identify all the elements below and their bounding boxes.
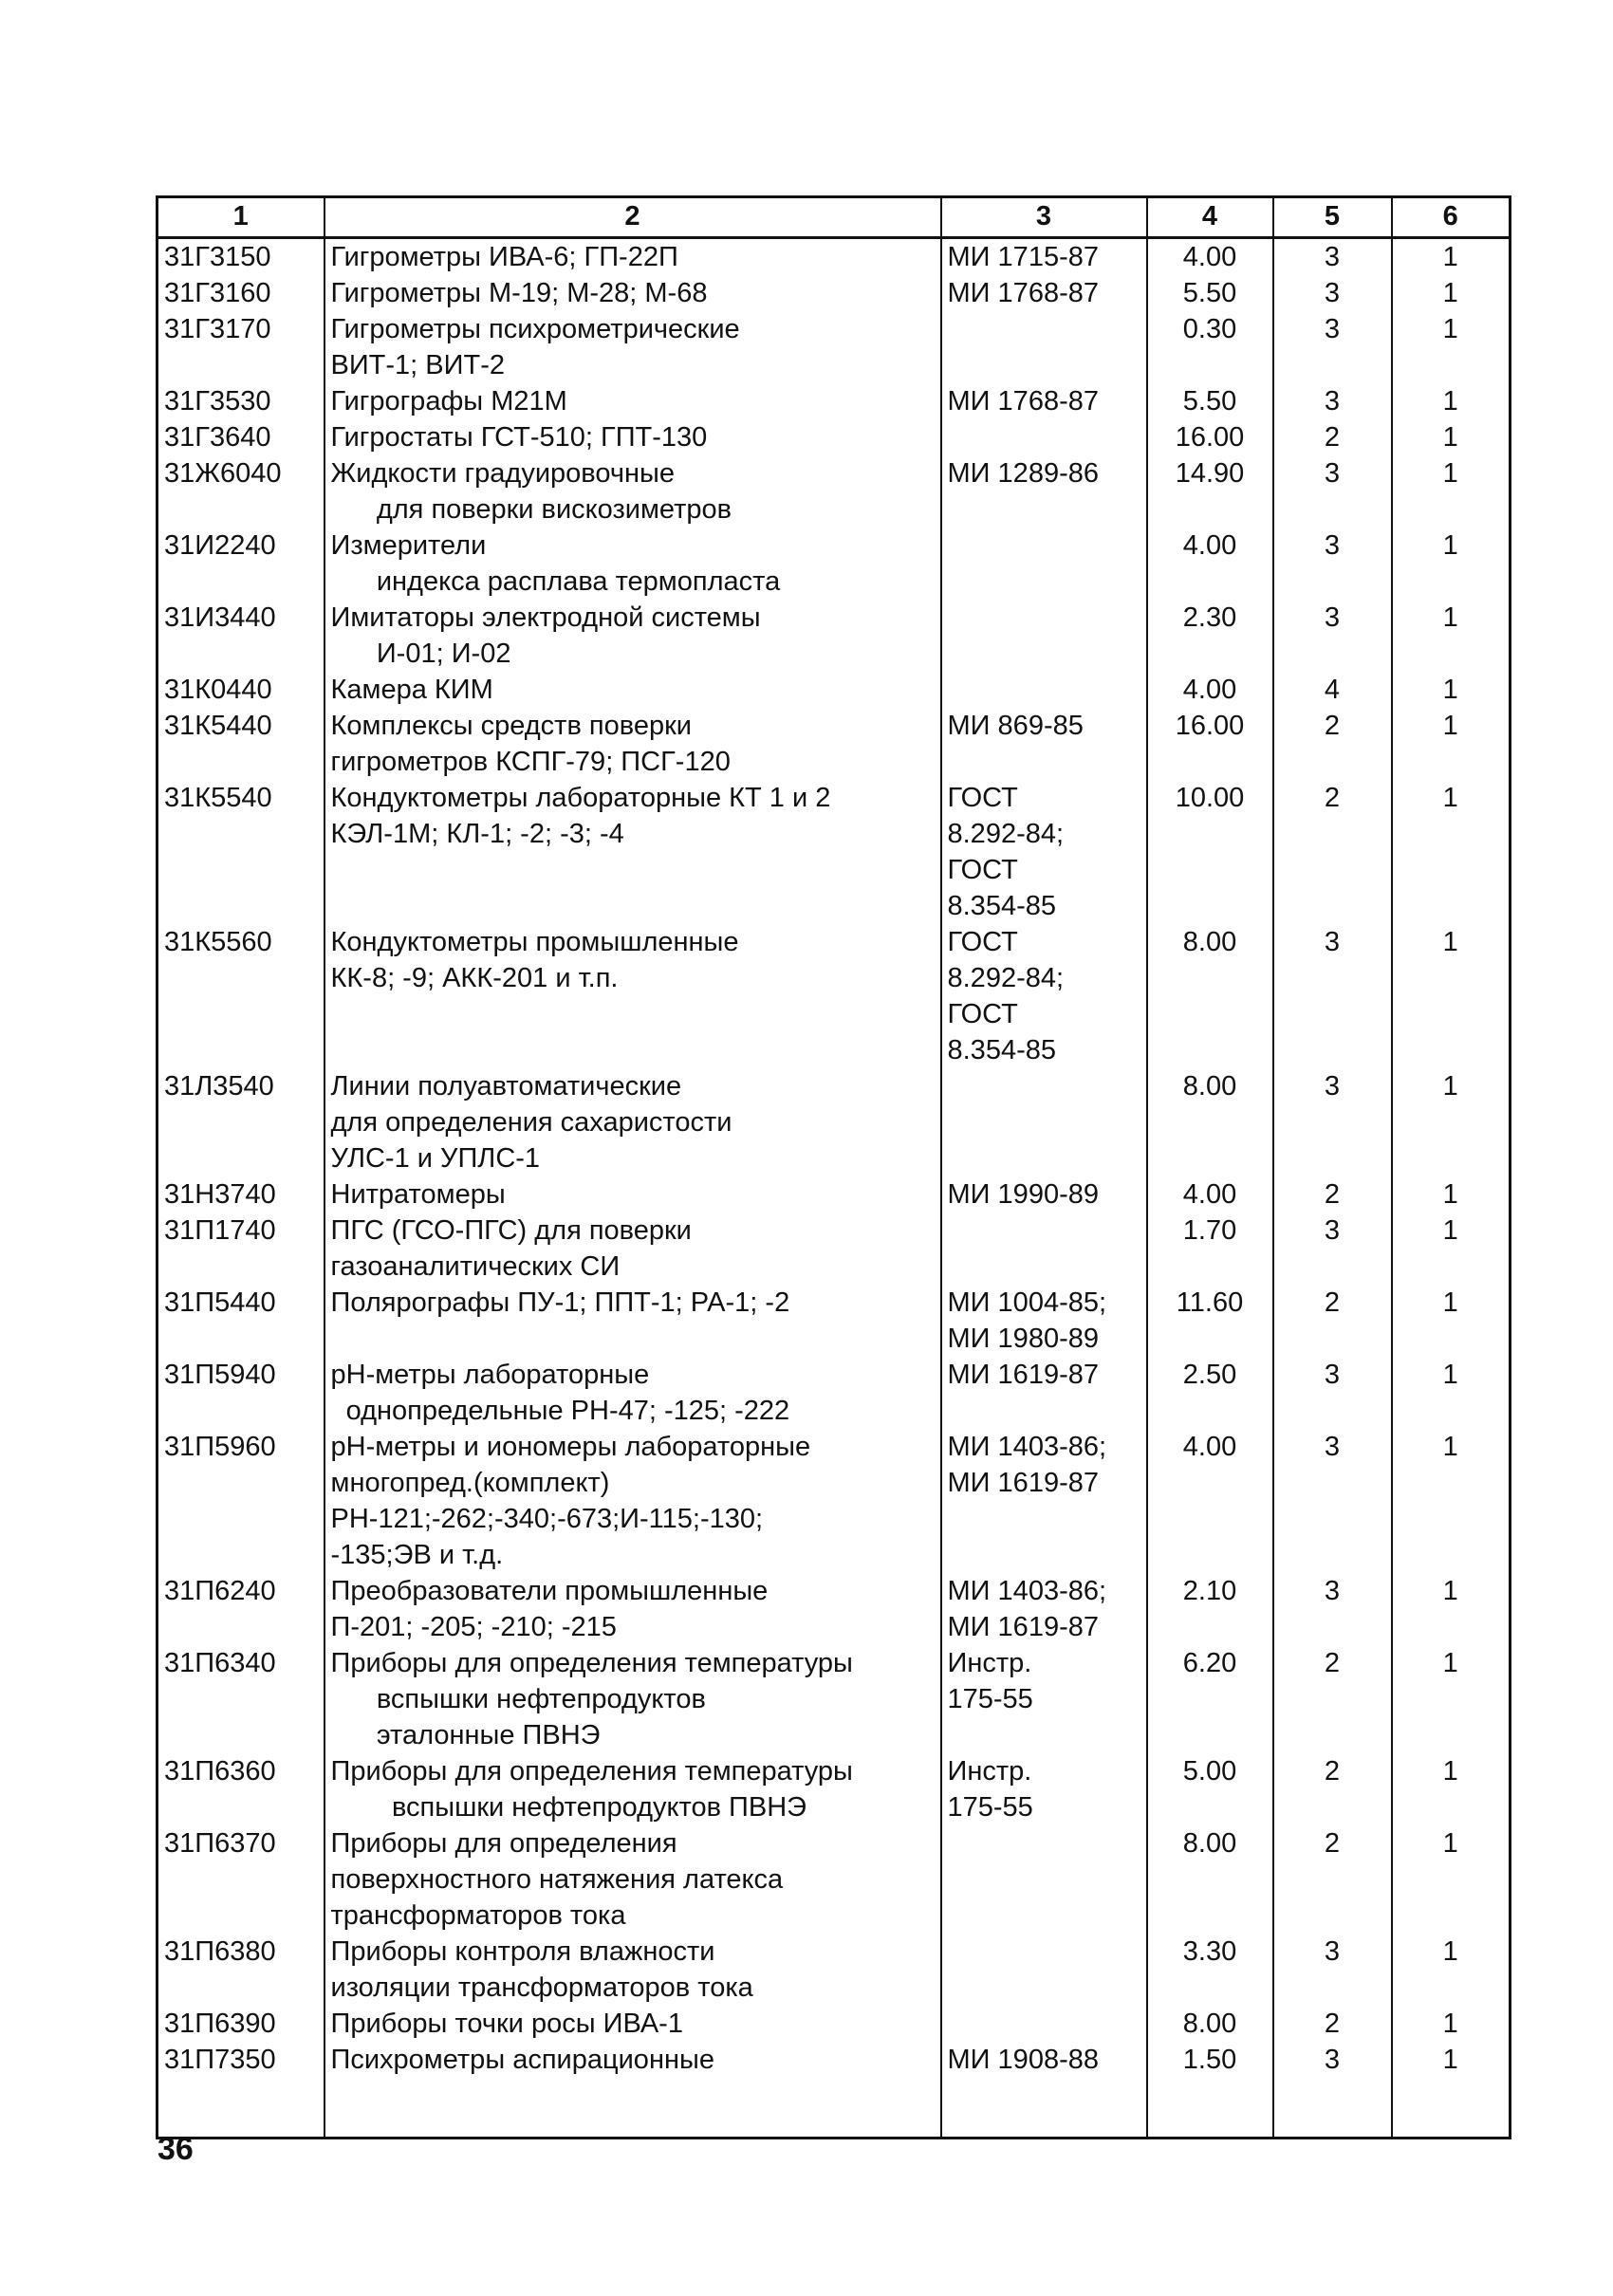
category-cell: 2 (1273, 1285, 1392, 1357)
value-cell: 2.50 (1147, 1357, 1273, 1429)
instrument-name: Гигрометры М-19; М-28; М-68 (324, 275, 941, 311)
category-cell: 3 (1273, 1357, 1392, 1429)
col-header-4: 4 (1147, 197, 1273, 238)
instrument-name: Преобразователи промышленные П-201; -205; -210; -215 (324, 1573, 941, 1645)
instrument-code: 31Г3530 (158, 383, 324, 419)
instrument-name: Измерители индекса расплава термопласта (324, 528, 941, 600)
value-cell: 8.00 (1147, 2006, 1273, 2042)
table-row (158, 2006, 1511, 2042)
value-cell: 0.30 (1147, 311, 1273, 383)
instrument-name: Приборы для определения температуры вспышки нефтепродуктов ПВНЭ (324, 1753, 941, 1825)
instrument-name: ПГС (ГСО-ПГС) для поверки газоаналитических СИ (324, 1213, 941, 1285)
value-cell: 1.50 (1147, 2042, 1273, 2078)
table-row (158, 1357, 1511, 1429)
empty-cell (1147, 2078, 1273, 2139)
verification-doc: МИ 1289-86 (941, 455, 1147, 528)
instrument-name: Кондуктометры лабораторные КТ 1 и 2 КЭЛ-1М; КЛ-1; -2; -3; -4 (324, 780, 941, 924)
empty-cell (324, 2078, 941, 2139)
instrument-code: 31Г3160 (158, 275, 324, 311)
count-cell: 1 (1392, 780, 1511, 924)
category-cell: 2 (1273, 1753, 1392, 1825)
value-cell: 3.30 (1147, 1934, 1273, 2006)
value-cell: 10.00 (1147, 780, 1273, 924)
instrument-name: Психрометры аспирационные (324, 2042, 941, 2078)
value-cell: 5.50 (1147, 275, 1273, 311)
instrument-name: Полярографы ПУ-1; ППТ-1; РА-1; -2 (324, 1285, 941, 1357)
instrument-name: Приборы для определения температуры вспышки нефтепродуктов эталонные ПВНЭ (324, 1645, 941, 1753)
table-row (158, 1429, 1511, 1573)
value-cell: 16.00 (1147, 419, 1273, 455)
instrument-name: рН-метры и иономеры лабораторные многопред.(комплект) РН-121;-262;-340;-673;И-115;-130; -135;ЭВ и т.д. (324, 1429, 941, 1573)
verification-doc: МИ 1619-87 (941, 1357, 1147, 1429)
count-cell: 1 (1392, 1573, 1511, 1645)
value-cell: 8.00 (1147, 1825, 1273, 1934)
count-cell: 1 (1392, 2006, 1511, 2042)
instrument-code: 31К5560 (158, 924, 324, 1068)
count-cell: 1 (1392, 311, 1511, 383)
instrument-code: 31К5440 (158, 708, 324, 780)
table-row (158, 708, 1511, 780)
count-cell: 1 (1392, 600, 1511, 672)
value-cell: 11.60 (1147, 1285, 1273, 1357)
table-row (158, 528, 1511, 600)
empty-cell (941, 2078, 1147, 2139)
category-cell: 2 (1273, 2006, 1392, 2042)
count-cell: 1 (1392, 1285, 1511, 1357)
instrument-name: Гигрографы М21М (324, 383, 941, 419)
table-row (158, 311, 1511, 383)
instrument-code: 31И3440 (158, 600, 324, 672)
col-header-1: 1 (158, 197, 324, 238)
verification-doc: ГОСТ 8.292-84; ГОСТ 8.354-85 (941, 780, 1147, 924)
instrument-name: Нитратомеры (324, 1176, 941, 1213)
empty-cell (158, 2078, 324, 2139)
value-cell: 8.00 (1147, 1068, 1273, 1176)
instrument-code: 31Г3150 (158, 238, 324, 276)
table-row (158, 1068, 1511, 1176)
instrument-name: Приборы контроля влажности изоляции трансформаторов тока (324, 1934, 941, 2006)
category-cell: 2 (1273, 1176, 1392, 1213)
instrument-name: Гигрометры психрометрические ВИТ-1; ВИТ-2 (324, 311, 941, 383)
instrument-code: 31Н3740 (158, 1176, 324, 1213)
table-row (158, 1934, 1511, 2006)
instrument-code: 31П6340 (158, 1645, 324, 1753)
category-cell: 3 (1273, 1213, 1392, 1285)
instrument-name: Гигростаты ГСТ-510; ГПТ-130 (324, 419, 941, 455)
category-cell: 2 (1273, 1825, 1392, 1934)
verification-doc: Инстр. 175-55 (941, 1753, 1147, 1825)
instrument-code: 31Ж6040 (158, 455, 324, 528)
instrument-code: 31П5440 (158, 1285, 324, 1357)
instrument-name: Приборы точки росы ИВА-1 (324, 2006, 941, 2042)
table-bottom-spacer (158, 2078, 1511, 2139)
page-number: 36 (158, 2131, 194, 2167)
verification-doc (941, 528, 1147, 600)
instrument-table (156, 195, 1511, 2139)
instrument-name: Камера КИМ (324, 672, 941, 708)
empty-cell (1273, 2078, 1392, 2139)
count-cell: 1 (1392, 1825, 1511, 1934)
table-row (158, 238, 1511, 276)
count-cell: 1 (1392, 238, 1511, 276)
value-cell: 6.20 (1147, 1645, 1273, 1753)
table-row (158, 1825, 1511, 1934)
verification-doc: МИ 1004-85; МИ 1980-89 (941, 1285, 1147, 1357)
col-header-3: 3 (941, 197, 1147, 238)
table-row (158, 1645, 1511, 1753)
instrument-code: 31К5540 (158, 780, 324, 924)
table-row (158, 2042, 1511, 2078)
table-row (158, 1753, 1511, 1825)
table-row (158, 1176, 1511, 1213)
count-cell: 1 (1392, 383, 1511, 419)
count-cell: 1 (1392, 1357, 1511, 1429)
table-row (158, 780, 1511, 924)
instrument-name: рН-метры лабораторные однопредельные РН-47; -125; -222 (324, 1357, 941, 1429)
category-cell: 3 (1273, 1429, 1392, 1573)
instrument-code: 31П6370 (158, 1825, 324, 1934)
instrument-code: 31И2240 (158, 528, 324, 600)
count-cell: 1 (1392, 1645, 1511, 1753)
verification-doc: Инстр. 175-55 (941, 1645, 1147, 1753)
count-cell: 1 (1392, 1176, 1511, 1213)
verification-doc (941, 311, 1147, 383)
verification-doc (941, 1825, 1147, 1934)
value-cell: 16.00 (1147, 708, 1273, 780)
count-cell: 1 (1392, 528, 1511, 600)
count-cell: 1 (1392, 419, 1511, 455)
instrument-code: 31П1740 (158, 1213, 324, 1285)
instrument-code: 31П7350 (158, 2042, 324, 2078)
table-row (158, 1573, 1511, 1645)
value-cell: 2.30 (1147, 600, 1273, 672)
table-row (158, 924, 1511, 1068)
value-cell: 2.10 (1147, 1573, 1273, 1645)
verification-doc: МИ 1990-89 (941, 1176, 1147, 1213)
verification-doc (941, 672, 1147, 708)
value-cell: 14.90 (1147, 455, 1273, 528)
verification-doc (941, 1934, 1147, 2006)
count-cell: 1 (1392, 275, 1511, 311)
verification-doc (941, 1068, 1147, 1176)
instrument-code: 31П5960 (158, 1429, 324, 1573)
table-body (158, 238, 1511, 2139)
count-cell: 1 (1392, 1934, 1511, 2006)
instrument-code: 31К0440 (158, 672, 324, 708)
verification-doc (941, 419, 1147, 455)
category-cell: 3 (1273, 1934, 1392, 2006)
value-cell: 4.00 (1147, 672, 1273, 708)
verification-doc (941, 2006, 1147, 2042)
instrument-code: 31Г3640 (158, 419, 324, 455)
verification-doc: ГОСТ 8.292-84; ГОСТ 8.354-85 (941, 924, 1147, 1068)
table-row (158, 275, 1511, 311)
category-cell: 4 (1273, 672, 1392, 708)
empty-cell (1392, 2078, 1511, 2139)
value-cell: 4.00 (1147, 528, 1273, 600)
value-cell: 4.00 (1147, 1429, 1273, 1573)
category-cell: 2 (1273, 708, 1392, 780)
category-cell: 3 (1273, 311, 1392, 383)
table-row (158, 600, 1511, 672)
count-cell: 1 (1392, 1753, 1511, 1825)
count-cell: 1 (1392, 2042, 1511, 2078)
col-header-5: 5 (1273, 197, 1392, 238)
count-cell: 1 (1392, 1429, 1511, 1573)
instrument-code: 31Г3170 (158, 311, 324, 383)
category-cell: 2 (1273, 780, 1392, 924)
table-row (158, 1213, 1511, 1285)
instrument-name: Приборы для определения поверхностного натяжения латекса трансформаторов тока (324, 1825, 941, 1934)
verification-doc (941, 1213, 1147, 1285)
value-cell: 8.00 (1147, 924, 1273, 1068)
count-cell: 1 (1392, 708, 1511, 780)
instrument-name: Имитаторы электродной системы И-01; И-02 (324, 600, 941, 672)
value-cell: 4.00 (1147, 238, 1273, 276)
instrument-name: Комплексы средств поверки гигрометров КСПГ-79; ПСГ-120 (324, 708, 941, 780)
count-cell: 1 (1392, 924, 1511, 1068)
instrument-code: 31П6380 (158, 1934, 324, 2006)
instrument-code: 31П5940 (158, 1357, 324, 1429)
instrument-code: 31Л3540 (158, 1068, 324, 1176)
verification-doc: МИ 1768-87 (941, 383, 1147, 419)
verification-doc: МИ 1403-86; МИ 1619-87 (941, 1429, 1147, 1573)
value-cell: 1.70 (1147, 1213, 1273, 1285)
instrument-name: Линии полуавтоматические для определения сахаристости УЛС-1 и УПЛС-1 (324, 1068, 941, 1176)
category-cell: 3 (1273, 383, 1392, 419)
verification-doc (941, 600, 1147, 672)
value-cell: 4.00 (1147, 1176, 1273, 1213)
verification-doc: МИ 1403-86; МИ 1619-87 (941, 1573, 1147, 1645)
instrument-code: 31П6360 (158, 1753, 324, 1825)
verification-doc: МИ 1768-87 (941, 275, 1147, 311)
table-row (158, 455, 1511, 528)
table-row (158, 383, 1511, 419)
table-row (158, 672, 1511, 708)
verification-doc: МИ 869-85 (941, 708, 1147, 780)
value-cell: 5.50 (1147, 383, 1273, 419)
col-header-6: 6 (1392, 197, 1511, 238)
category-cell: 3 (1273, 2042, 1392, 2078)
table-row (158, 419, 1511, 455)
category-cell: 3 (1273, 238, 1392, 276)
category-cell: 3 (1273, 1573, 1392, 1645)
table-header-row (158, 197, 1511, 238)
table-row (158, 1285, 1511, 1357)
verification-doc: МИ 1908-88 (941, 2042, 1147, 2078)
category-cell: 2 (1273, 1645, 1392, 1753)
count-cell: 1 (1392, 455, 1511, 528)
category-cell: 3 (1273, 1068, 1392, 1176)
instrument-code: 31П6240 (158, 1573, 324, 1645)
category-cell: 3 (1273, 275, 1392, 311)
category-cell: 3 (1273, 600, 1392, 672)
category-cell: 3 (1273, 455, 1392, 528)
instrument-name: Кондуктометры промышленные КК-8; -9; АКК-201 и т.п. (324, 924, 941, 1068)
count-cell: 1 (1392, 1213, 1511, 1285)
category-cell: 2 (1273, 419, 1392, 455)
instrument-code: 31П6390 (158, 2006, 324, 2042)
count-cell: 1 (1392, 672, 1511, 708)
instrument-name: Жидкости градуировочные для поверки вискозиметров (324, 455, 941, 528)
category-cell: 3 (1273, 528, 1392, 600)
verification-doc: МИ 1715-87 (941, 238, 1147, 276)
instrument-name: Гигрометры ИВА-6; ГП-22П (324, 238, 941, 276)
count-cell: 1 (1392, 1068, 1511, 1176)
category-cell: 3 (1273, 924, 1392, 1068)
value-cell: 5.00 (1147, 1753, 1273, 1825)
col-header-2: 2 (324, 197, 941, 238)
